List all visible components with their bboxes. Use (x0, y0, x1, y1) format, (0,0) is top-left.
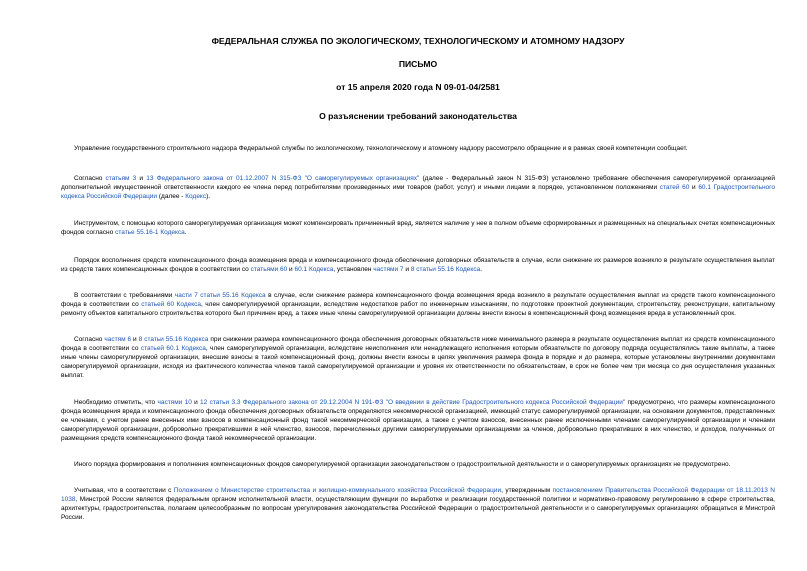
text: Согласно (74, 175, 106, 183)
text: Необходимо отметить, что (74, 398, 158, 406)
text: Согласно (74, 336, 105, 344)
text: , установлен (333, 265, 374, 273)
link-article-55-16-1[interactable]: статье 55.16-1 Кодекса (115, 229, 185, 237)
link-article-60-code[interactable]: статьей 60 Кодекса (141, 300, 202, 308)
text: Инструментом, с помощью которого саморегулируемая организация может компенсировать причиненный вред, является наличие у нее в полном объеме сформированных и размещенных на специальных счетах компенсационных фондов согласно (61, 220, 775, 237)
text: и (403, 265, 411, 273)
link-parts-7[interactable]: частями 7 (373, 265, 404, 273)
link-federal-law-191[interactable]: 12 статьи 3.3 Федерального закона от 29.12.2004 N 191-ФЗ "О введении в действие Градостроительного кодекса Российской Федерации" (200, 398, 626, 406)
text: . (480, 265, 482, 273)
link-parts-6[interactable]: частям 6 (104, 336, 132, 344)
paragraph-replenishment (61, 256, 775, 274)
link-code[interactable]: Кодекс (185, 193, 207, 201)
text: , утвержденным (501, 487, 553, 495)
paragraph-intro: Управление государственного строительного надзора Федеральной службы по экологическому, технологическому и атомному надзору рассмотрело обращение и в рамках своей компетенции сообщает. (74, 145, 688, 152)
document-date-number: от 15 апреля 2020 года N 09-01-04/2581 (336, 82, 500, 92)
text: и (191, 398, 201, 406)
text: предусмотрено, что размеры компенсационного фонда возмещения вреда и компенсационного фонда обеспечения договорных обязательств определяются некоммерческой организацией, имеющей статус саморегулируемой организации, на основании документов, представленных ее членами, с учетом ранее внесенных ими взносов в компенсационный фонд такой некоммерческой организации, а также с учетом взносов, внесенных ранее исключенными членами саморегулируемой организации и членами саморегулируемой организации, добровольно прекратившими в ней членство, взносов, перечисленных другими саморегулируемыми организациями за членов, добровольно прекративших в них членство, и доходов, полученных от размещения средств компенсационного фонда такой некоммерческой организации. (61, 398, 775, 442)
link-article-3[interactable]: статьям 3 (105, 175, 137, 183)
link-government-decree-1038[interactable]: постановлением Правительства Российской Федерации от 18.11.2013 N 1038 (61, 487, 775, 504)
issuing-organization: ФЕДЕРАЛЬНАЯ СЛУЖБА ПО ЭКОЛОГИЧЕСКОМУ, ТЕХНОЛОГИЧЕСКОМУ И АТОМНОМУ НАДЗОРУ (211, 36, 625, 46)
paragraph-no-other-order: Иного порядка формирования и пополнения компенсационных фондов саморегулируемой организации законодательством о градостроительной деятельности и о саморегулируемых организациях не предусмотрено. (74, 460, 731, 468)
text: , член саморегулируемой организации, вследствие недостатков работ по инженерным изысканиям, по подготовке проектной документации, строительству, реконструкции, капитальному ремонту объектов капитального строительства которого был причинен вред, а также иные члены саморегулируемой организации должны внести взносы в компенсационный фонд возмещения вреда в установленный срок. (61, 300, 776, 317)
link-article-55-16-part-8[interactable]: 8 статьи 55.16 Кодекса (410, 265, 481, 273)
text: и (136, 175, 147, 183)
link-federal-law-315[interactable]: 13 Федерального закона от 01.12.2007 N 315-ФЗ "О саморегулируемых организациях" (146, 175, 420, 183)
text: (далее - Федеральный закон N 315-ФЗ) установлено требование обеспечения саморегулируемой организацией дополнительной имущественной ответственности каждого ее члена перед потребителями произведенных ими товаров (работ, услуг) и иными лицами в порядке, установленном положениями (61, 175, 775, 192)
text: , Минстрой России является федеральным органом исполнительной власти, осуществляющим функции по выработке и реализации государственной политики и нормативно-правовому регулированию в сфере строительства, архитектуры, градостроительства, полагаем целесообразным по вопросам урегулирования законодательства Российской Федерации о градостроительной деятельности и о саморегулируемых организациях обращаться в Минстрой России. (61, 496, 775, 522)
text: Порядок восполнения средств компенсационного фонда возмещения вреда и компенсационного фонда обеспечения договорных обязательств в случае, если снижение их размеров возникло в результате осуществления выплат из средств таких компенсационных фондов в соответствии со (61, 256, 775, 273)
text: , член саморегулируемой организации, вследствие неисполнения или ненадлежащего исполнения которым обязательств по договору подряда осуществлялись такие выплаты, а также иные члены саморегулируемой организации, внесшие взносы в такой компенсационный фонд, должны внести взносы в целях увеличения размера фонда в порядке и до размера, которые установлены внутренними документами саморегулируемой организации, исходя из фактического количества членов такой саморегулируемой организации и уровня их ответственности по обязательствам, в срок не более чем три месяца со дня осуществления указанных выплат. (61, 345, 775, 380)
paragraph-fund-size (61, 398, 775, 443)
paragraph-minstroy (61, 486, 775, 522)
link-part-7-article-55-16[interactable]: части 7 статьи 55.16 Кодекса (174, 291, 266, 299)
text: и (131, 336, 139, 344)
text: . (184, 229, 187, 237)
document-title: О разъяснении требований законодательства (319, 111, 517, 121)
link-article-60-1[interactable]: 60.1 Кодекса (294, 265, 334, 273)
link-article-55-16-part-8[interactable]: 8 статьи 55.16 Кодекса (138, 336, 209, 344)
text: (далее - (157, 193, 186, 201)
paragraph-part-7 (61, 291, 775, 318)
link-article-60-1-code[interactable]: статьей 60.1 Кодекса (140, 345, 206, 353)
text: и (287, 265, 295, 273)
text: Учитывая, что в соответствии с (74, 487, 174, 495)
link-parts-10[interactable]: частями 10 (157, 398, 192, 406)
link-minstroy-regulation[interactable]: Положением о Министерстве строительства и жилищно-коммунального хозяйства Российской Федерации (173, 487, 502, 495)
text: В соответствии с требованиями (74, 291, 175, 299)
paragraph-instrument (61, 219, 775, 237)
paragraph-requirement (61, 174, 775, 201)
text: и (689, 184, 699, 192)
link-articles-60[interactable]: статей 60 (659, 184, 690, 192)
link-articles-60[interactable]: статьями 60 (250, 265, 288, 273)
paragraph-parts-6-8 (61, 335, 775, 380)
text: при снижении размера компенсационного фонда обеспечения договорных обязательств ниже минимального размера в результате осуществления выплат из средств компенсационного фонда в соответствии со (61, 336, 775, 353)
text: ). (206, 193, 211, 201)
document-kind: ПИСЬМО (398, 59, 438, 69)
text: в случае, если снижение размера компенсационного фонда возмещения вреда возникло в результате осуществления выплат из средств такого компенсационного фонда в соответствии со (61, 291, 775, 308)
link-article-60-1-grad-code[interactable]: 60.1 Градостроительного кодекса Российской Федерации (61, 184, 776, 201)
